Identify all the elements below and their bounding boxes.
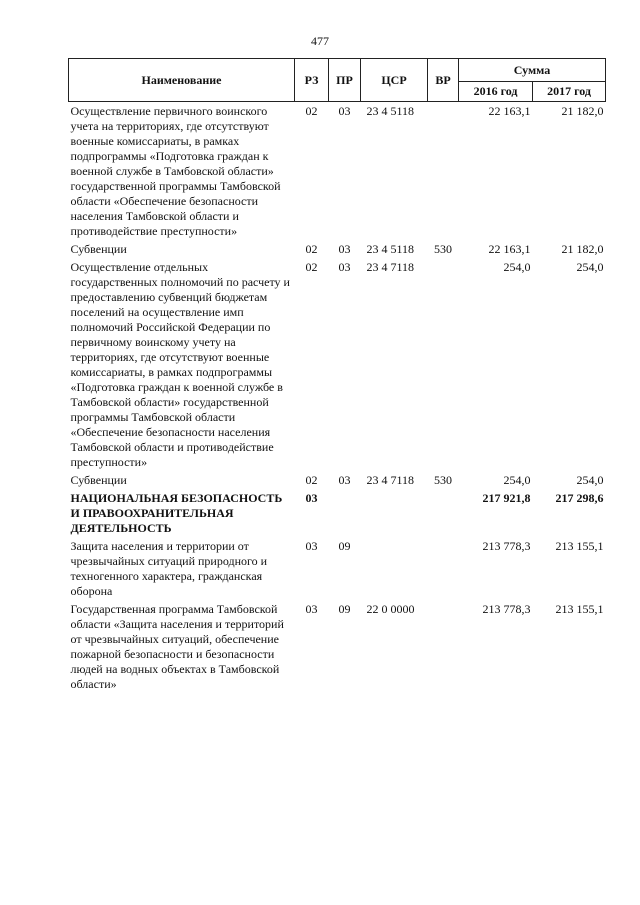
cell-name: Субвенции	[70, 242, 127, 256]
cell-pr: 09	[338, 539, 351, 553]
header-pr: ПР	[329, 59, 361, 102]
cell-pr: 09	[338, 602, 351, 616]
cell-2016: 22 163,1	[488, 242, 531, 256]
header-name: Наименование	[69, 59, 295, 102]
cell-2017: 217 298,6	[555, 491, 604, 505]
cell-2017: 21 182,0	[561, 242, 604, 256]
header-csr: ЦСР	[361, 59, 428, 102]
cell-csr: 22 0 0000	[366, 602, 415, 616]
cell-csr	[361, 539, 428, 602]
cell-rz: 02	[305, 473, 318, 487]
table-row	[69, 260, 606, 473]
cell-2017: 254,0	[576, 473, 604, 487]
table-row	[69, 473, 606, 491]
cell-2016: 22 163,1	[488, 104, 531, 118]
cell-2016: 213 778,3	[482, 602, 531, 616]
page-number: 477	[311, 34, 329, 48]
cell-name: Осуществление отдельных государственных полномочий по расчету и предоставлению субвенций бюджетам поселений на осуществление имп полномочий Российской Федерации по первичному воинскому учету на территориях, где отсутствуют военные комиссариаты, в рамках подпрограммы «Подготовка граждан к военной службе в Тамбовской области» государственной программы Тамбовской области «Обеспечение безопасности населения Тамбовской области и противодействие преступности»	[70, 260, 290, 469]
cell-pr: 03	[338, 104, 351, 118]
cell-2016: 217 921,8	[482, 491, 531, 505]
table-header	[69, 59, 606, 102]
cell-2016: 213 778,3	[482, 539, 531, 553]
cell-csr: 23 4 5118	[366, 104, 415, 118]
table-row	[69, 602, 606, 695]
cell-csr	[361, 491, 428, 539]
cell-2017: 21 182,0	[561, 104, 604, 118]
cell-2016: 254,0	[503, 260, 531, 274]
header-rz: РЗ	[295, 59, 329, 102]
cell-rz: 03	[305, 539, 318, 553]
header-year-2017: 2017 год	[533, 82, 606, 102]
cell-csr: 23 4 7118	[366, 473, 415, 487]
cell-name: Защита населения и территории от чрезвычайных ситуаций природного и техногенного характера, гражданская оборона	[70, 539, 268, 598]
cell-rz: 02	[305, 242, 318, 256]
cell-pr: 03	[338, 242, 351, 256]
cell-name: НАЦИОНАЛЬНАЯ БЕЗОПАСНОСТЬ И ПРАВООХРАНИТЕЛЬНАЯ ДЕЯТЕЛЬНОСТЬ	[70, 491, 283, 535]
cell-csr: 23 4 5118	[366, 242, 415, 256]
cell-pr: 03	[338, 473, 351, 487]
cell-name: Государственная программа Тамбовской области «Защита населения и территорий от чрезвычайных ситуаций, обеспечение пожарной безопасности и безопасности людей на водных объектах в Тамбовской области»	[70, 602, 284, 691]
cell-rz: 03	[305, 491, 318, 505]
table-body	[69, 102, 606, 696]
cell-vr: 530	[434, 473, 452, 487]
cell-csr: 23 4 7118	[366, 260, 415, 274]
header-year-2016: 2016 год	[459, 82, 533, 102]
cell-vr: 530	[434, 242, 452, 256]
cell-pr	[329, 491, 361, 539]
cell-2017: 254,0	[576, 260, 604, 274]
cell-2016: 254,0	[503, 473, 531, 487]
cell-rz: 02	[305, 104, 318, 118]
table-row	[69, 539, 606, 602]
cell-rz: 02	[305, 260, 318, 274]
table-row	[69, 102, 606, 243]
cell-name: Осуществление первичного воинского учета на территориях, где отсутствуют военные комиссариаты, в рамках подпрограммы «Подготовка граждан к военной службе в Тамбовской области» государственной программы Тамбовской области «Обеспечение безопасности населения Тамбовской области и противодействие преступности»	[70, 104, 281, 238]
table-row	[69, 491, 606, 539]
cell-rz: 03	[305, 602, 318, 616]
table-row	[69, 242, 606, 260]
budget-table	[68, 58, 606, 695]
cell-pr: 03	[338, 260, 351, 274]
cell-vr	[428, 260, 459, 473]
cell-name: Субвенции	[70, 473, 127, 487]
cell-2017: 213 155,1	[555, 539, 604, 553]
header-sum: Сумма	[459, 59, 606, 82]
cell-vr	[428, 539, 459, 602]
header-vr: ВР	[428, 59, 459, 102]
cell-vr	[428, 491, 459, 539]
cell-vr	[428, 602, 459, 695]
cell-vr	[428, 102, 459, 243]
cell-2017: 213 155,1	[555, 602, 604, 616]
